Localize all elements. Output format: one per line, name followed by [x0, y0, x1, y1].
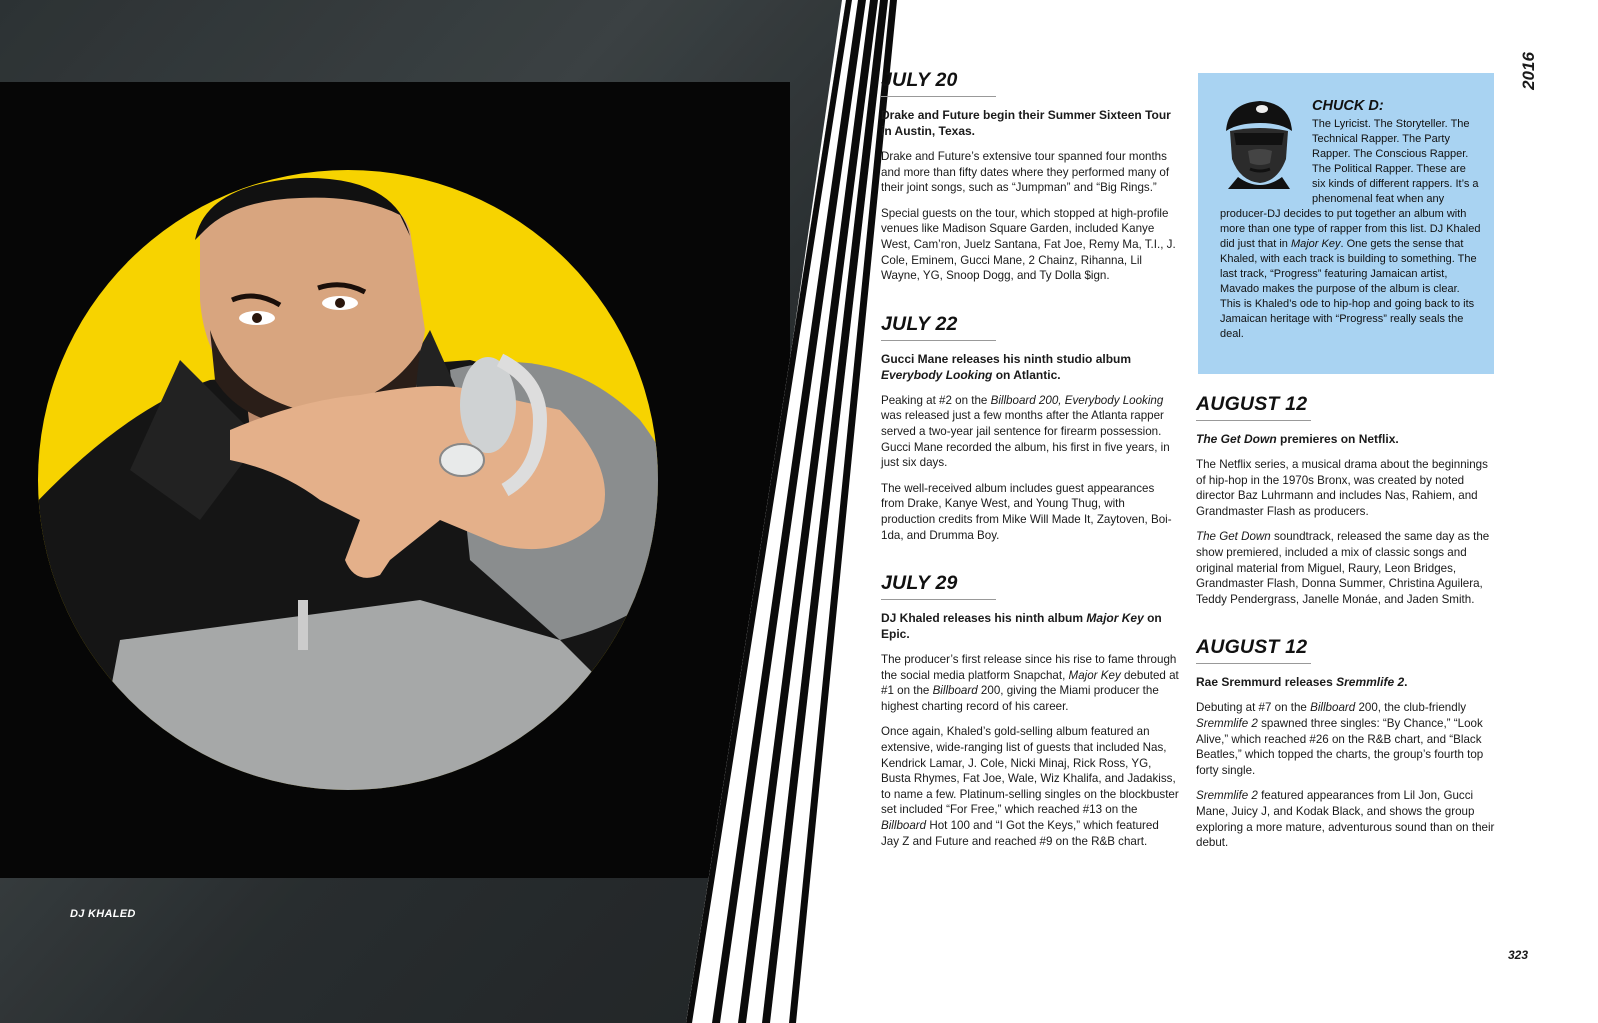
entry-paragraph: [881, 724, 1179, 849]
sidebar-album-title: Major Key: [1290, 238, 1341, 250]
para-title: Sremmlife 2: [1196, 789, 1258, 803]
para-title: Major Key: [1068, 668, 1121, 682]
entry-july-22: [881, 312, 1179, 543]
para-title: Billboard: [881, 819, 927, 833]
image-caption: DJ KHALED: [70, 908, 136, 920]
para-text: spawned three singles: “By Chance,” “Look Alive,” which reached #26 on the R&B chart, and “Black Beatles,” which topped the charts, the group’s fourth top forty single.: [1196, 716, 1484, 777]
para-text: Peaking at #2 on the: [881, 393, 991, 407]
para-text: 200, the club-friendly: [1355, 701, 1467, 715]
lead-text: on Atlantic.: [992, 367, 1061, 382]
lead-text: DJ Khaled releases his ninth album: [881, 611, 1087, 626]
entry-lead: [881, 610, 1179, 642]
sidebar-text-part: The Lyricist. The Storyteller. The Technical Rapper. The Party Rapper. The Conscious Rapper. The Political Rapper. These are six kinds of different rappers. It’s a phenomenal feat when any producer-DJ decides to put together an album with more than one type of rapper from this list. DJ Khaled did just that in: [1220, 118, 1481, 250]
para-text: 200, giving the Miami producer the highest charting record of his career.: [881, 684, 1159, 713]
sidebar-title: CHUCK D:: [1312, 98, 1384, 114]
year-text: 2016: [1518, 52, 1538, 90]
entry-heading: JULY 22: [881, 312, 958, 335]
entry-heading: JULY 29: [881, 572, 958, 595]
para-text: soundtrack, released the same day as the show premiered, included a mix of classic songs and original material from Miguel, Raury, Leon Bridges, Grandmaster Flash, Donna Summer, Christina Aguilera, Teddy Pendergrass, Janelle Monáe, and Jaden Smith.: [1196, 530, 1490, 606]
para-title: Billboard 200, Everybody Looking: [990, 393, 1164, 407]
para-title: Billboard: [1310, 701, 1356, 715]
entry-paragraph: The Netflix series, a musical drama about the beginnings of hip-hop in the 1970s Bronx, was created by noted director Baz Luhrmann and includes Nas, Rahiem, and Grandmaster Flash as producers.: [1196, 458, 1488, 518]
year-label: [1516, 45, 1556, 95]
entry-july-20: [881, 68, 1179, 284]
heading-rule: [1196, 663, 1311, 664]
lead-text: on Epic.: [881, 611, 1162, 642]
entry-lead: [1196, 674, 1496, 690]
lead-title: The Get Down: [1196, 432, 1277, 446]
entry-paragraph: [1196, 529, 1496, 607]
para-text: The producer’s first release since his rise to fame through the social media platform Snapchat,: [881, 653, 1177, 682]
entry-paragraph: [881, 652, 1179, 714]
lead-title: Major Key: [1086, 611, 1144, 626]
entry-lead: [1196, 431, 1496, 447]
column-left: [881, 68, 1179, 877]
lead-text: .: [1404, 675, 1408, 690]
entry-lead: Drake and Future begin their Summer Sixteen Tour in Austin, Texas.: [881, 108, 1171, 138]
para-title: Sremmlife 2: [1196, 716, 1258, 730]
heading-rule: [881, 340, 996, 341]
heading-rule: [881, 599, 996, 600]
heading-rule: [1196, 420, 1311, 421]
para-title: Billboard: [932, 684, 978, 698]
entry-august-12-get-down: [1196, 392, 1496, 607]
entry-heading: AUGUST 12: [1196, 636, 1308, 659]
sidebar-text-part: . One gets the sense that Khaled, with each track is building to something. The last track, “Progress” featuring Jamaican artist, Mavado makes the purpose of the album is clear. This is Khaled’s ode to hip-hop and going back to its Jamaican heritage with “Progress” really seals the deal.: [1220, 238, 1477, 340]
entry-july-29: [881, 571, 1179, 849]
para-title: The Get Down: [1196, 530, 1271, 544]
para-text: featured appearances from Lil Jon, Gucci Mane, Juicy J, and Kodak Black, and shows the group exploring a more mature, adventurous sound than on their debut.: [1196, 789, 1495, 850]
entry-paragraph: Special guests on the tour, which stopped at high-profile venues like Madison Square Garden, included Kanye West, Cam’ron, Juelz Santana, Fat Joe, Remy Ma, T.I., J. Cole, Eminem, Gucci Mane, 2 Chainz, Rihanna, Lil Wayne, YG, Snoop Dogg, and Ty Dolla $ign.: [881, 206, 1176, 283]
entry-paragraph: [1196, 700, 1496, 778]
entry-paragraph: The well-received album includes guest appearances from Drake, Kanye West, and Young Thug, with production credits from Mike Will Made It, Zaytoven, Boi-1da, and Drumma Boy.: [881, 481, 1172, 542]
column-right: [1196, 392, 1496, 879]
entry-paragraph: [1196, 788, 1496, 850]
heading-rule: [881, 96, 996, 97]
lead-title: Sremmlife 2: [1336, 675, 1405, 690]
chuck-d-portrait-icon: [1220, 97, 1298, 189]
para-text: debuted at #1 on the: [881, 668, 1179, 698]
para-text: Debuting at #7 on the: [1196, 701, 1311, 715]
lead-title: Everybody Looking: [881, 367, 993, 382]
entry-august-12-sremmlife: [1196, 635, 1496, 850]
entry-heading: JULY 20: [881, 69, 958, 91]
para-text: Hot 100 and “I Got the Keys,” which featured Jay Z and Future and reached #9 on the R&B chart.: [881, 819, 1159, 848]
entry-lead: [881, 351, 1179, 383]
para-text: Once again, Khaled’s gold-selling album featured an extensive, wide-ranging list of guests that included Nas, Kendrick Lamar, J. Cole, Nicki Minaj, Rick Ross, YG, Busta Rhymes, Fat Joe, Wale, Wiz Khalifa, and Jadakiss, to name a few. Platinum-selling singles on the blockbuster set included “For Free,” which reached #13 on the: [881, 725, 1179, 817]
lead-text: Gucci Mane releases his ninth studio album: [881, 351, 1132, 366]
lead-text: premieres on Netflix.: [1276, 432, 1399, 446]
entry-heading: AUGUST 12: [1196, 393, 1308, 415]
lead-text: Rae Sremmurd releases: [1196, 675, 1337, 690]
para-text: was released just a few months after the Atlanta rapper served a two-year jail sentence for firearm possession. Gucci Mane recorded the album, his first in five years, in just six days.: [881, 409, 1170, 470]
entry-paragraph: Drake and Future’s extensive tour spanned four months and more than fifty dates where they performed many of their joint songs, such as “Jumpman” and “Big Rings.”: [881, 150, 1170, 195]
entry-paragraph: [881, 393, 1179, 471]
page-number: 323: [1508, 948, 1529, 962]
chuck-d-sidebar: [1198, 73, 1494, 374]
